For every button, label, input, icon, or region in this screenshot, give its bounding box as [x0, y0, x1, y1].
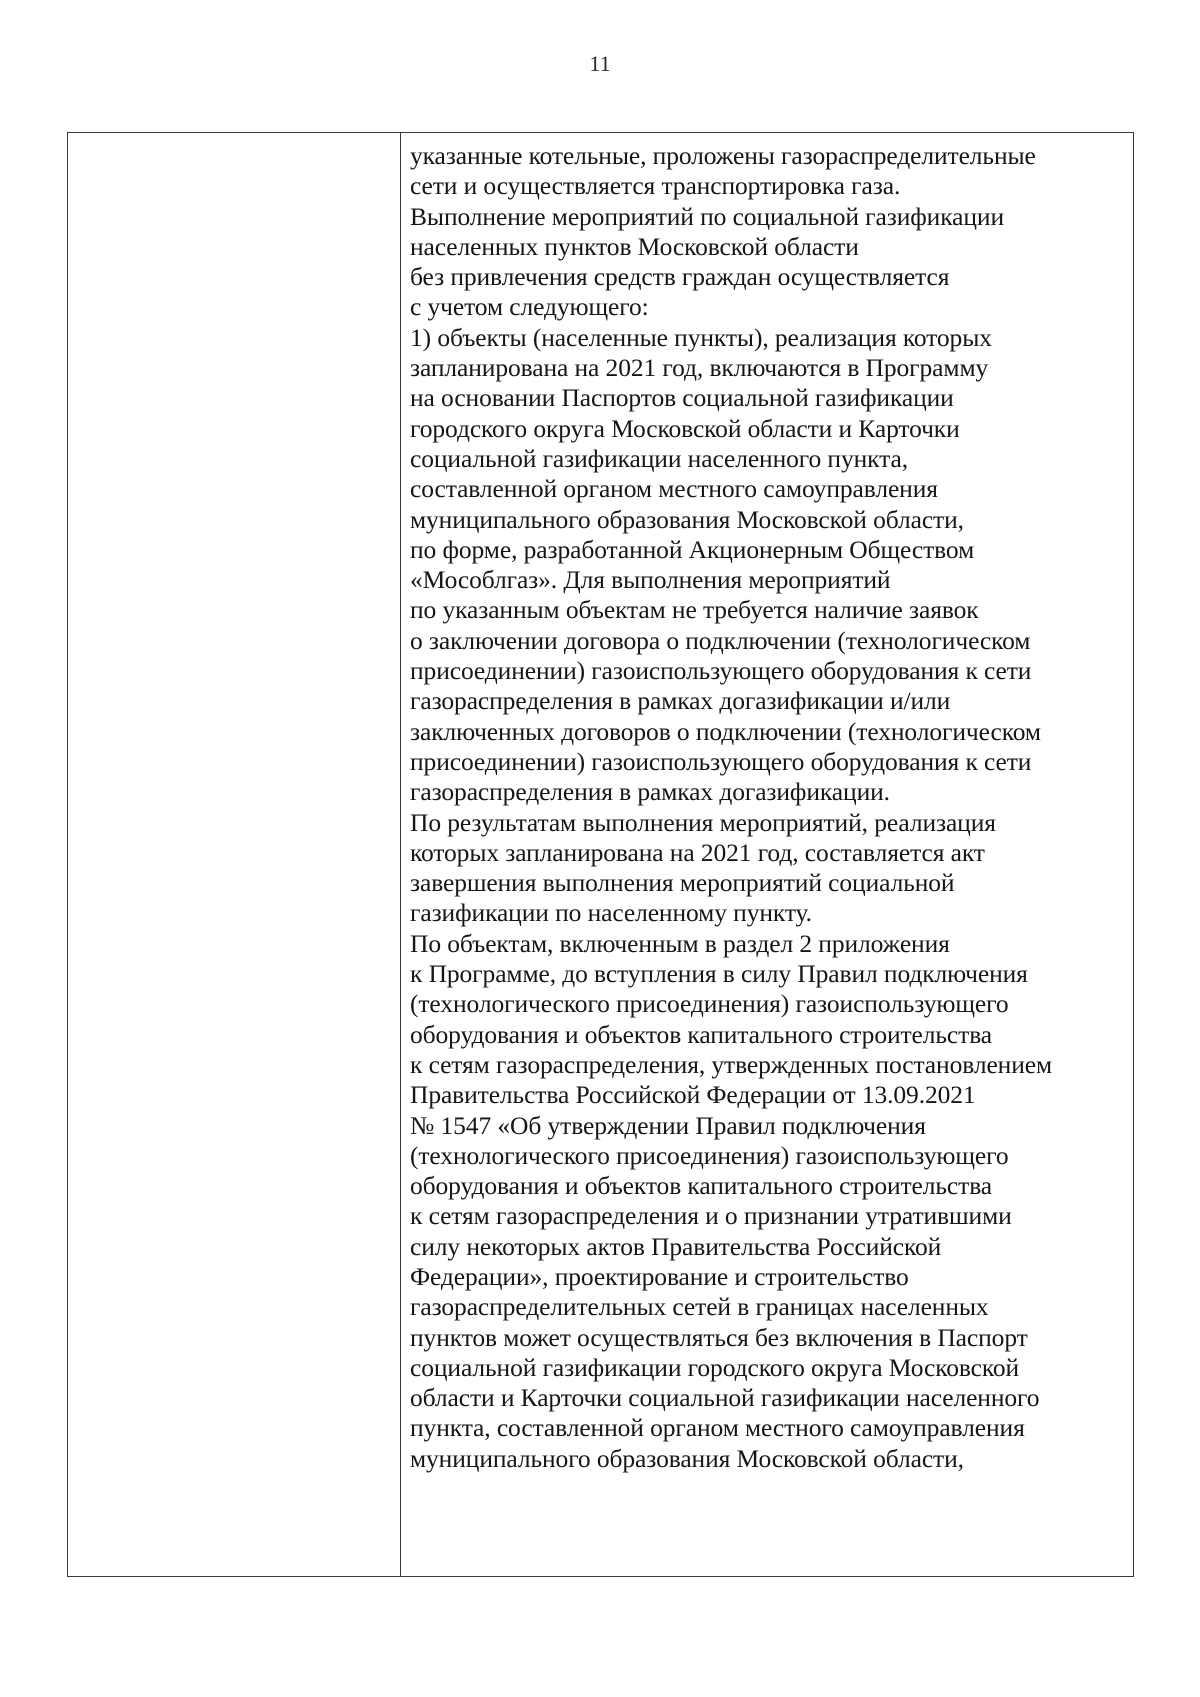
text-line: области и Карточки социальной газификации населенного	[410, 1383, 1040, 1413]
document-table	[67, 132, 1134, 1577]
text-line: присоединении) газоиспользующего оборудования к сети	[410, 746, 1032, 776]
text-line: По результатам выполнения мероприятий, реализация	[410, 807, 996, 837]
text-line: (технологического присоединения) газоиспользующего	[410, 989, 1009, 1019]
text-line: по указанным объектам не требуется наличие заявок	[410, 595, 979, 625]
text-line: 1) объекты (населенные пункты), реализация которых	[410, 322, 992, 352]
text-line: к сетям газораспределения и о признании утратившими	[410, 1201, 1012, 1231]
text-line: которых запланирована на 2021 год, составляется акт	[410, 837, 985, 867]
page-number: 11	[589, 51, 611, 76]
text-line: газификации по населенному пункту.	[410, 898, 812, 928]
text-line: По объектам, включенным в раздел 2 приложения	[410, 928, 950, 958]
text-line: газораспределительных сетей в границах населенных	[410, 1292, 989, 1322]
text-line: муниципального образования Московской области,	[410, 1443, 964, 1473]
text-line: пунктов может осуществляться без включения в Паспорт	[410, 1322, 1028, 1352]
text-line: социальной газификации городского округа Московской	[410, 1352, 1020, 1382]
table-right-cell	[401, 133, 1133, 1576]
table-left-cell	[68, 133, 401, 1576]
text-line: населенных пунктов Московской области	[410, 231, 859, 261]
text-line: заключенных договоров о подключении (технологическом	[410, 716, 1041, 746]
text-line: социальной газификации населенного пункта,	[410, 443, 908, 473]
text-line: силу некоторых актов Правительства Российской	[410, 1231, 942, 1261]
text-line: с учетом следующего:	[410, 292, 649, 322]
text-line: присоединении) газоиспользующего оборудования к сети	[410, 656, 1032, 686]
text-line: Правительства Российской Федерации от 13.09.2021	[410, 1080, 976, 1110]
text-line: городского округа Московской области и Карточки	[410, 413, 960, 443]
text-line: муниципального образования Московской области,	[410, 504, 964, 534]
text-line: сети и осуществляется транспортировка газа.	[410, 171, 901, 201]
text-line: на основании Паспортов социальной газификации	[410, 383, 954, 413]
text-line: газораспределения в рамках догазификации и/или	[410, 686, 951, 716]
text-line: без привлечения средств граждан осуществляется	[410, 262, 950, 292]
text-line: Выполнение мероприятий по социальной газификации	[410, 201, 1004, 231]
text-line: оборудования и объектов капитального строительства	[410, 1019, 993, 1049]
text-line: указанные котельные, проложены газораспределительные	[410, 141, 1036, 170]
text-line: к Программе, до вступления в силу Правил подключения	[410, 959, 1028, 989]
text-line: оборудования и объектов капитального строительства	[410, 1171, 993, 1201]
text-line: пункта, составленной органом местного самоуправления	[410, 1413, 1025, 1443]
text-line: (технологического присоединения) газоиспользующего	[410, 1140, 1009, 1170]
text-line: № 1547 «Об утверждении Правил подключения	[410, 1110, 926, 1140]
text-line: запланирована на 2021 год, включаются в Программу	[410, 353, 989, 383]
text-line: завершения выполнения мероприятий социальной	[410, 868, 955, 898]
text-line: к сетям газораспределения, утвержденных постановлением	[410, 1049, 1053, 1079]
text-line: Федерации», проектирование и строительство	[410, 1261, 909, 1291]
text-line: составленной органом местного самоуправления	[410, 474, 938, 504]
text-line: по форме, разработанной Акционерным Обществом	[410, 534, 975, 564]
text-line: газораспределения в рамках догазификации.	[410, 777, 890, 807]
text-line: о заключении договора о подключении (технологическом	[410, 625, 1031, 655]
text-line: «Мособлгаз». Для выполнения мероприятий	[410, 565, 891, 595]
